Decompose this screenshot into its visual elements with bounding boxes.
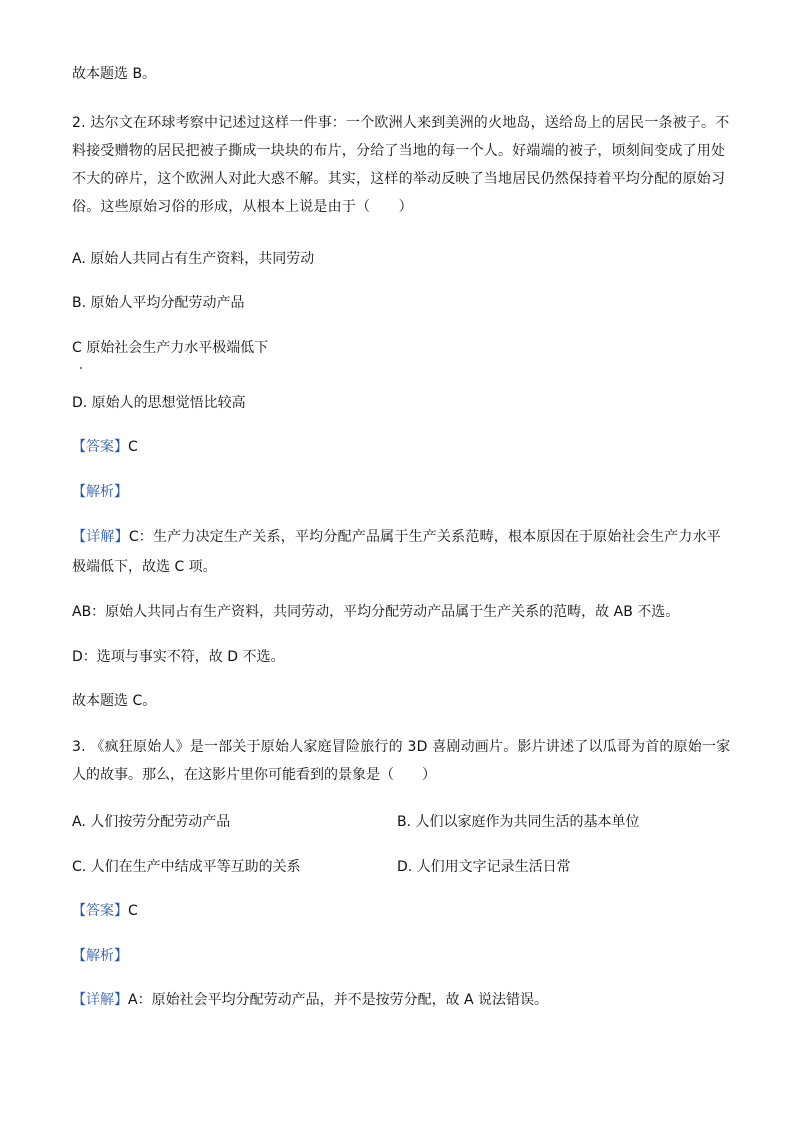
q3-detail-text: A：原始社会平均分配劳动产品，并不是按劳分配，故 A 说法错误。 — [128, 992, 549, 1008]
q3-detail-label: 【详解】 — [72, 992, 128, 1008]
q2-analysis-label: 【解析】 — [72, 484, 128, 500]
q2-detail-line-1 — [72, 527, 721, 547]
q2-detail-label: 【详解】 — [72, 529, 129, 545]
q2-detail-text-1: C：生产力决定生产关系，平均分配产品属于生产关系范畴，根本原因在于原始社会生产力水平 — [128, 529, 721, 545]
q2-answer — [72, 437, 138, 457]
q2-stem-line-1: 2. 达尔文在环球考察中记述过这样一件事：一个欧洲人来到美洲的火地岛，送给岛上的居民一条被子。不 — [72, 115, 730, 131]
intro-conclusion: 故本题选 B。 — [72, 66, 157, 82]
q2-option-b: B. 原始人平均分配劳动产品 — [72, 295, 245, 311]
q3-answer-value: C — [128, 903, 138, 919]
q3-option-d: D. 人们用文字记录生活日常 — [397, 859, 571, 875]
q2-answer-label: 【答案】 — [72, 439, 128, 455]
q2-explain-d: D：选项与事实不符，故 D 不选。 — [72, 649, 285, 665]
q2-option-d: D. 原始人的思想觉悟比较高 — [72, 395, 246, 411]
q3-option-a: A. 人们按劳分配劳动产品 — [72, 814, 231, 830]
q2-option-c: C 原始社会生产力水平极端低下 — [72, 340, 269, 356]
q3-stem-line-2: 人的故事。那么，在这影片里你可能看到的景象是（ ） — [72, 767, 436, 783]
q2-stem-line-4: 俗。这些原始习俗的形成，从根本上说是由于（ ） — [72, 199, 413, 215]
q3-analysis-label: 【解析】 — [72, 948, 128, 964]
q3-answer — [72, 901, 138, 921]
q2-answer-value: C — [128, 439, 138, 455]
stray-dot — [80, 367, 82, 369]
q2-stem-line-3: 不大的碎片，这个欧洲人对此大惑不解。其实，这样的举动反映了当地居民仍然保持着平均分配的原始习 — [72, 171, 726, 187]
q2-stem-line-2: 料接受赠物的居民把被子撕成一块块的布片，分给了当地的每一个人。好端端的被子，顷刻间变成了用处 — [72, 143, 726, 159]
q3-option-c: C. 人们在生产中结成平等互助的关系 — [72, 859, 301, 875]
q2-detail-line-2: 极端低下，故选 C 项。 — [72, 559, 217, 575]
q3-option-b: B. 人们以家庭作为共同生活的基本单位 — [397, 814, 640, 830]
q3-answer-label: 【答案】 — [72, 903, 128, 919]
q2-conclusion: 故本题选 C。 — [72, 693, 157, 709]
q3-stem-line-1: 3. 《疯狂原始人》是一部关于原始人家庭冒险旅行的 3D 喜剧动画片。影片讲述了以瓜哥为首的原始一家 — [72, 739, 731, 755]
q3-detail-line — [72, 990, 548, 1010]
q2-explain-ab: AB：原始人共同占有生产资料，共同劳动，平均分配劳动产品属于生产关系的范畴，故 AB 不选。 — [72, 604, 680, 620]
q2-option-a: A. 原始人共同占有生产资料，共同劳动 — [72, 251, 315, 267]
